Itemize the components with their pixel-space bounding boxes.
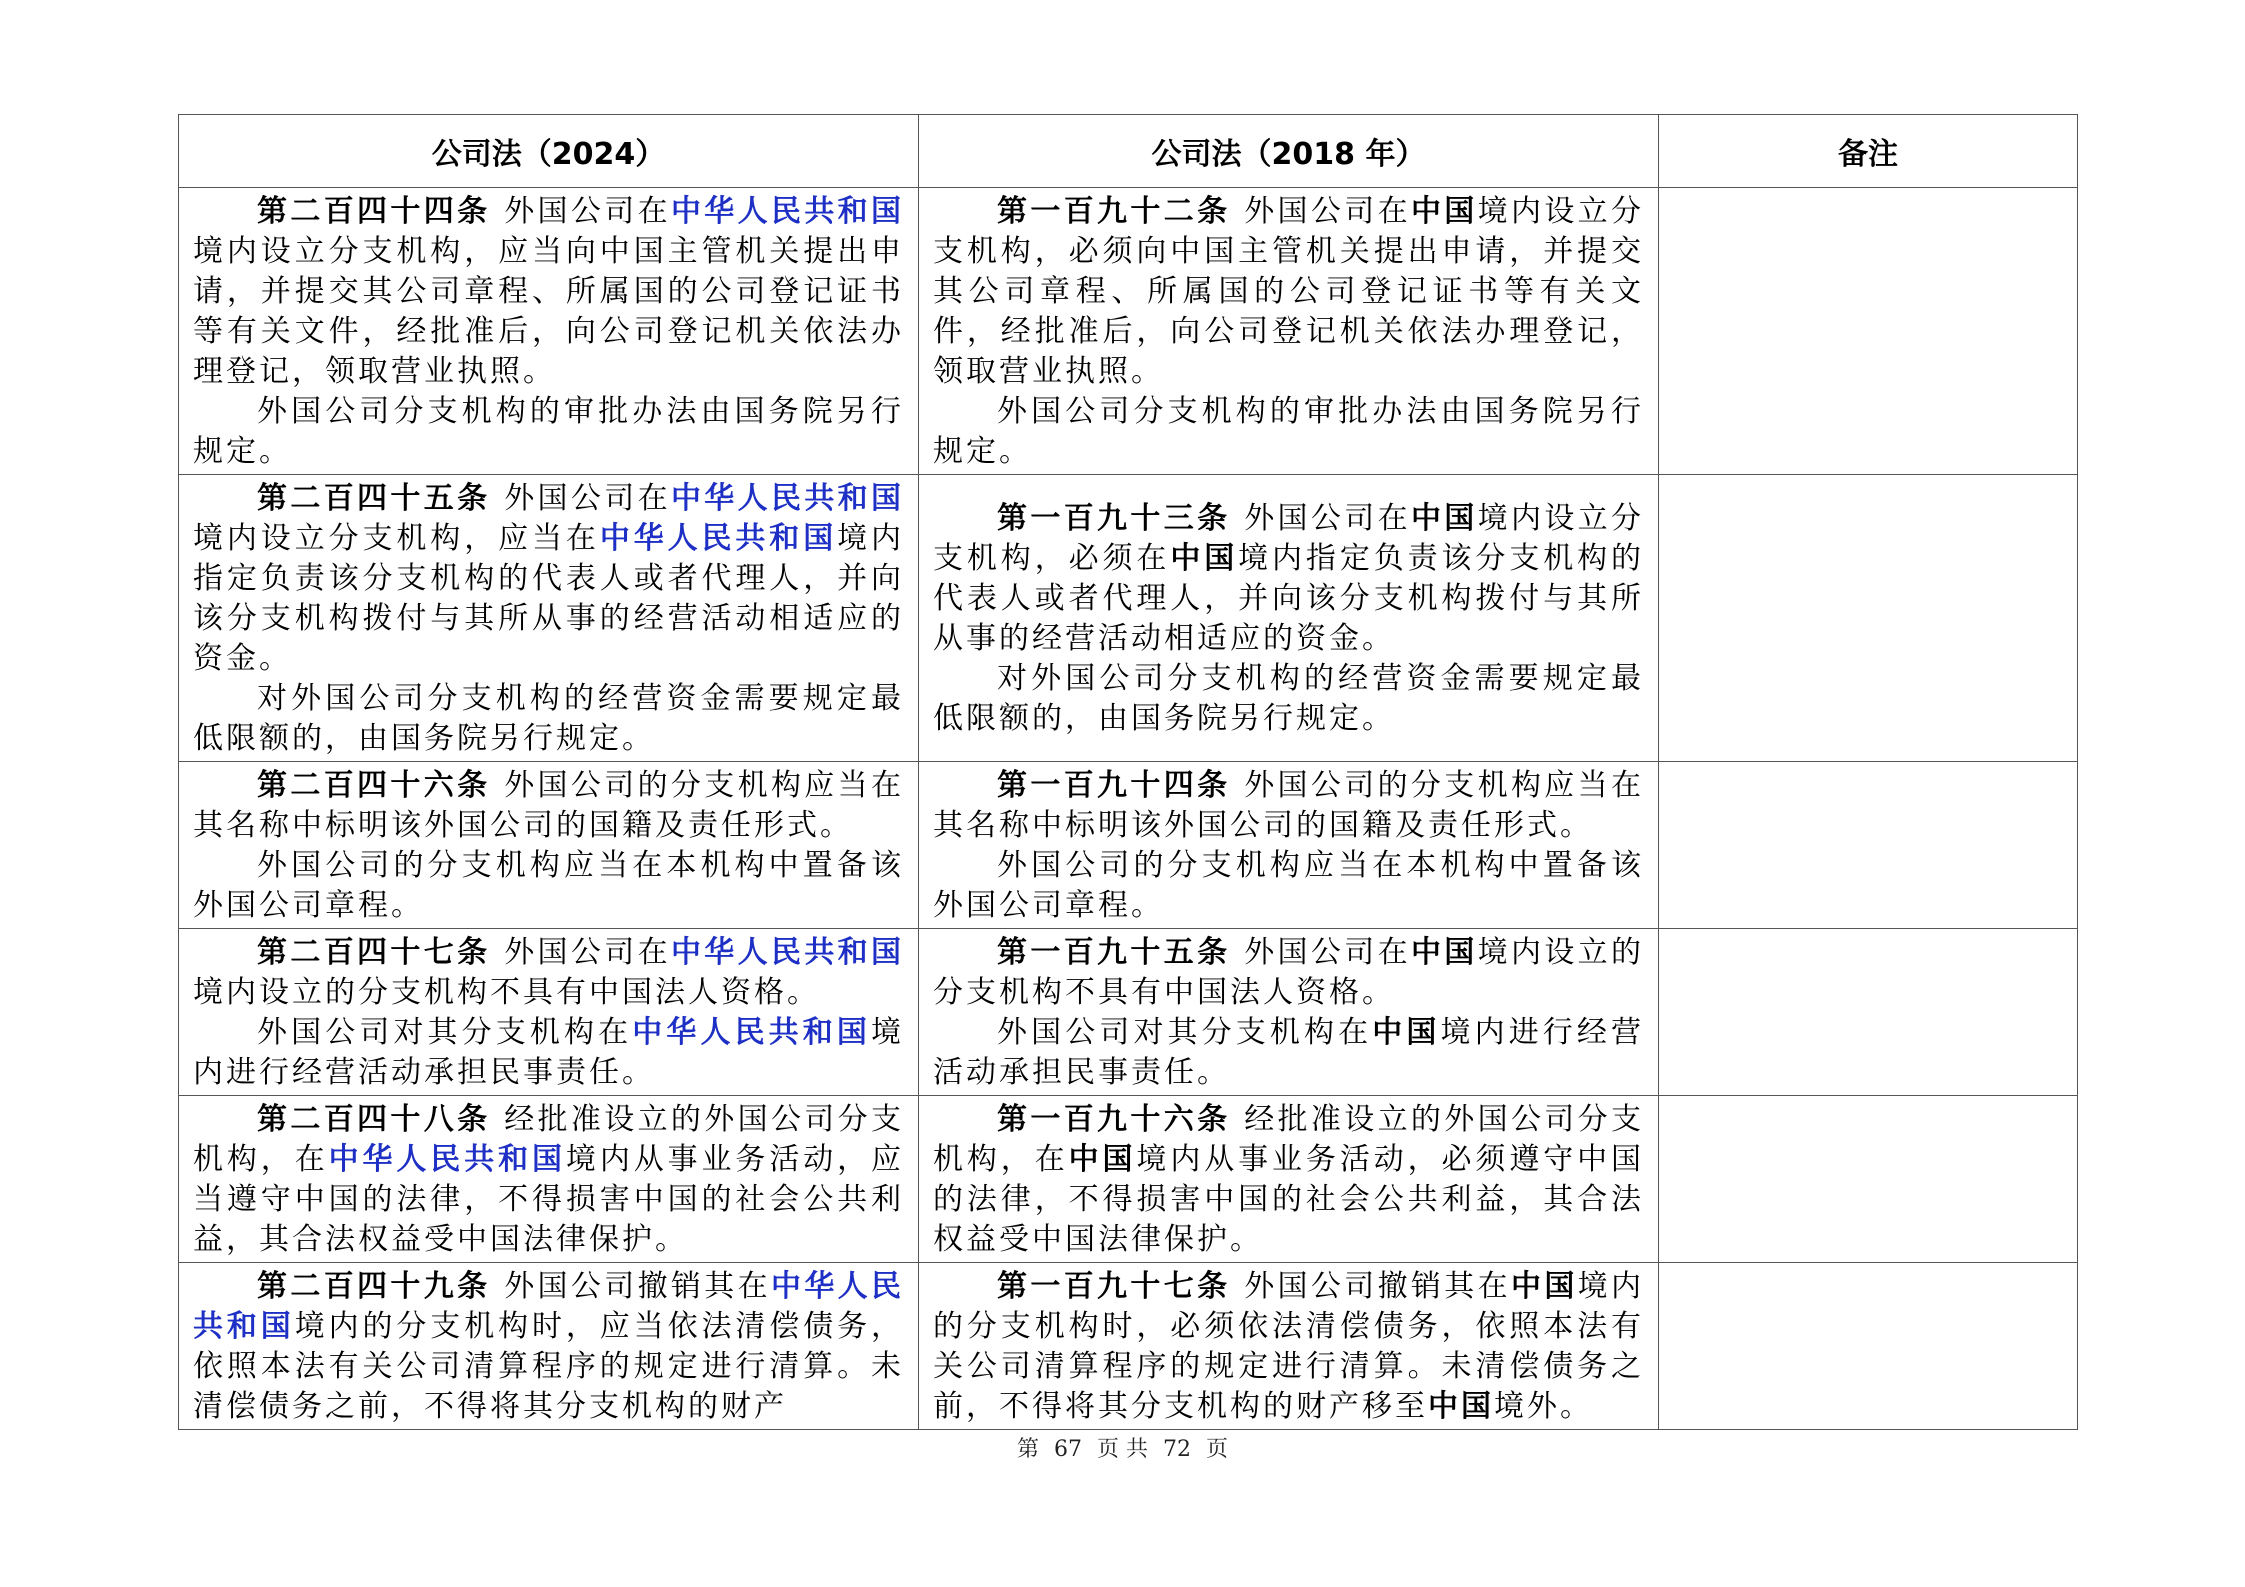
- cell-law-2024: [179, 475, 919, 762]
- article-text-segment: 境内设立的分支机构不具有中国法人资格。: [193, 975, 820, 1010]
- article-text-segment: 境内从事业务活动，必须遵守中国的法律，不得损害中国的社会公共利益，其合法权益受中国法律保护。: [933, 1142, 1645, 1257]
- article-paragraph: [933, 392, 1644, 472]
- article-text-segment: 外国公司的分支机构应当在其名称中标明该外国公司的国籍及责任形式。: [933, 768, 1644, 843]
- bold-term: 中国: [1410, 501, 1478, 536]
- article-text: [933, 1100, 1644, 1260]
- cell-remarks: [1659, 929, 2078, 1096]
- article-text-segment: 境内指定负责该分支机构的代表人或者代理人，并向该分支机构拨付与其所从事的经营活动相适应的资金。: [933, 541, 1645, 656]
- article-paragraph: [193, 679, 904, 759]
- article-paragraph: [933, 1267, 1644, 1427]
- cell-law-2024: [179, 929, 919, 1096]
- cell-remarks: [1659, 762, 2078, 929]
- article-text-segment: 境内设立分支机构，应当在: [193, 521, 600, 556]
- article-text-segment: 对外国公司分支机构的经营资金需要规定最低限额的，由国务院另行规定。: [933, 661, 1644, 736]
- table-row: [179, 929, 2078, 1096]
- article-text-segment: 经批准设立的外国公司分支机构，在: [193, 1102, 904, 1177]
- article-number: 第一百九十六条: [997, 1102, 1245, 1137]
- article-text-segment: 境外。: [1494, 1389, 1593, 1424]
- footer-middle: 页 共: [1097, 1437, 1148, 1462]
- article-text-segment: 境内的分支机构时，必须依法清偿债务，依照本法有关公司清算程序的规定进行清算。未清偿债务之前，不得将其分支机构的财产移至: [933, 1269, 1645, 1424]
- article-text: [933, 479, 1644, 739]
- article-text-segment: 外国公司在: [1244, 194, 1411, 229]
- highlighted-term: 中华人民共和国: [670, 935, 905, 970]
- article-text: [193, 479, 904, 759]
- cell-law-2018: [919, 762, 1659, 929]
- cell-law-2024: [179, 1096, 919, 1263]
- article-text-segment: 外国公司在: [1244, 935, 1411, 970]
- article-paragraph: [933, 846, 1644, 926]
- article-paragraph: [193, 479, 904, 679]
- article-text: [193, 1267, 904, 1427]
- article-paragraph: [933, 1100, 1644, 1260]
- article-text: [193, 766, 904, 926]
- article-number: 第二百四十四条: [257, 194, 505, 229]
- article-paragraph: [933, 933, 1644, 1013]
- cell-law-2018: [919, 475, 1659, 762]
- cell-remarks: [1659, 1263, 2078, 1430]
- article-paragraph: [193, 392, 904, 472]
- article-text: [933, 766, 1644, 926]
- article-text-segment: 境内从事业务活动，应当遵守中国的法律，不得损害中国的社会公共利益，其合法权益受中国法律保护。: [193, 1142, 905, 1257]
- article-number: 第一百九十七条: [997, 1269, 1245, 1304]
- article-text-segment: 境内进行经营活动承担民事责任。: [933, 1015, 1645, 1090]
- article-number: 第二百四十八条: [257, 1102, 505, 1137]
- comparison-table: [178, 114, 2078, 1430]
- article-text-segment: 外国公司在: [504, 935, 671, 970]
- article-text-segment: 境内进行经营活动承担民事责任。: [193, 1015, 905, 1090]
- cell-law-2024: [179, 762, 919, 929]
- cell-remarks: [1659, 1096, 2078, 1263]
- article-text-segment: 境内设立的分支机构不具有中国法人资格。: [933, 935, 1645, 1010]
- article-text-segment: 外国公司分支机构的审批办法由国务院另行规定。: [933, 394, 1644, 469]
- article-text: [933, 933, 1644, 1093]
- highlighted-term: 中华人民共和国: [193, 1269, 905, 1344]
- article-text-segment: 外国公司撤销其在: [504, 1269, 771, 1304]
- article-text-segment: 境内设立分支机构，必须向中国主管机关提出申请，并提交其公司章程、所属国的公司登记证书等有关文件，经批准后，向公司登记机关依法办理登记，领取营业执照。: [933, 194, 1645, 389]
- article-number: 第一百九十五条: [997, 935, 1245, 970]
- cell-law-2024: [179, 1263, 919, 1430]
- article-text: [933, 1267, 1644, 1427]
- bold-term: 中国: [1170, 541, 1239, 576]
- article-text-segment: 外国公司在: [504, 481, 671, 516]
- article-text-segment: 外国公司分支机构的审批办法由国务院另行规定。: [193, 394, 904, 469]
- article-text-segment: 外国公司的分支机构应当在本机构中置备该外国公司章程。: [933, 848, 1644, 923]
- article-number: 第二百四十六条: [257, 768, 505, 803]
- article-text: [193, 1100, 904, 1260]
- article-text-segment: 外国公司的分支机构应当在本机构中置备该外国公司章程。: [193, 848, 904, 923]
- article-paragraph: [933, 659, 1644, 739]
- article-text-segment: 外国公司在: [504, 194, 671, 229]
- cell-law-2018: [919, 1096, 1659, 1263]
- article-text: [933, 192, 1644, 472]
- article-number: 第二百四十七条: [257, 935, 505, 970]
- cell-remarks: [1659, 475, 2078, 762]
- bold-term: 中国: [1068, 1142, 1137, 1177]
- bold-term: 中国: [1510, 1269, 1578, 1304]
- article-paragraph: [193, 1267, 904, 1427]
- highlighted-term: 中华人民共和国: [328, 1142, 566, 1177]
- bold-term: 中国: [1410, 194, 1478, 229]
- highlighted-term: 中华人民共和国: [632, 1015, 872, 1050]
- article-paragraph: [193, 1013, 904, 1093]
- table-row: [179, 475, 2078, 762]
- article-text-segment: 境内指定负责该分支机构的代表人或者代理人，并向该分支机构拨付与其所从事的经营活动相适应的资金。: [193, 521, 905, 676]
- article-text: [193, 933, 904, 1093]
- header-company-law-2018: 公司法（2018 年）: [919, 115, 1659, 188]
- article-paragraph: [933, 499, 1644, 659]
- article-paragraph: [193, 1100, 904, 1260]
- header-remarks: 备注: [1659, 115, 2078, 188]
- bold-term: 中国: [1410, 935, 1478, 970]
- table-row: [179, 1263, 2078, 1430]
- article-paragraph: [193, 192, 904, 392]
- footer-suffix: 页: [1206, 1437, 1229, 1462]
- article-number: 第一百九十四条: [997, 768, 1245, 803]
- article-number: 第二百四十五条: [257, 481, 505, 516]
- article-paragraph: [933, 1013, 1644, 1093]
- article-text-segment: 外国公司的分支机构应当在其名称中标明该外国公司的国籍及责任形式。: [193, 768, 904, 843]
- article-text-segment: 境内设立分支机构，必须在: [933, 501, 1645, 576]
- article-paragraph: [193, 766, 904, 846]
- article-text-segment: 外国公司对其分支机构在: [997, 1015, 1373, 1050]
- cell-law-2018: [919, 929, 1659, 1096]
- article-paragraph: [193, 933, 904, 1013]
- cell-law-2024: [179, 188, 919, 475]
- cell-law-2018: [919, 1263, 1659, 1430]
- bold-term: 中国: [1428, 1389, 1494, 1424]
- bold-term: 中国: [1372, 1015, 1441, 1050]
- table-row: [179, 1096, 2078, 1263]
- highlighted-term: 中华人民共和国: [670, 194, 905, 229]
- article-text-segment: 境内设立分支机构，应当向中国主管机关提出申请，并提交其公司章程、所属国的公司登记证书等有关文件，经批准后，向公司登记机关依法办理登记，领取营业执照。: [193, 234, 904, 389]
- article-text-segment: 外国公司在: [1244, 501, 1411, 536]
- article-text-segment: 外国公司撤销其在: [1244, 1269, 1511, 1304]
- article-text-segment: 外国公司对其分支机构在: [257, 1015, 633, 1050]
- footer-prefix: 第: [1016, 1437, 1039, 1462]
- cell-remarks: [1659, 188, 2078, 475]
- article-text: [193, 192, 904, 472]
- footer-total-pages: 72: [1163, 1437, 1191, 1462]
- cell-law-2018: [919, 188, 1659, 475]
- highlighted-term: 中华人民共和国: [670, 481, 905, 516]
- article-text-segment: 经批准设立的外国公司分支机构，在: [933, 1102, 1644, 1177]
- article-text-segment: 对外国公司分支机构的经营资金需要规定最低限额的，由国务院另行规定。: [193, 681, 904, 756]
- article-paragraph: [933, 192, 1644, 392]
- article-paragraph: [933, 766, 1644, 846]
- article-number: 第二百四十九条: [257, 1269, 505, 1304]
- table-row: [179, 188, 2078, 475]
- article-text-segment: 境内的分支机构时，应当依法清偿债务，依照本法有关公司清算程序的规定进行清算。未清偿债务之前，不得将其分支机构的财产: [193, 1309, 905, 1424]
- article-number: 第一百九十二条: [997, 194, 1245, 229]
- table-header-row: [179, 115, 2078, 188]
- footer-page-number: 67: [1054, 1437, 1082, 1462]
- page-footer: [0, 1432, 2245, 1463]
- header-company-law-2024: 公司法（2024）: [179, 115, 919, 188]
- table-row: [179, 762, 2078, 929]
- highlighted-term: 中华人民共和国: [599, 521, 838, 556]
- article-number: 第一百九十三条: [997, 501, 1245, 536]
- table-body: [179, 188, 2078, 1430]
- article-paragraph: [193, 846, 904, 926]
